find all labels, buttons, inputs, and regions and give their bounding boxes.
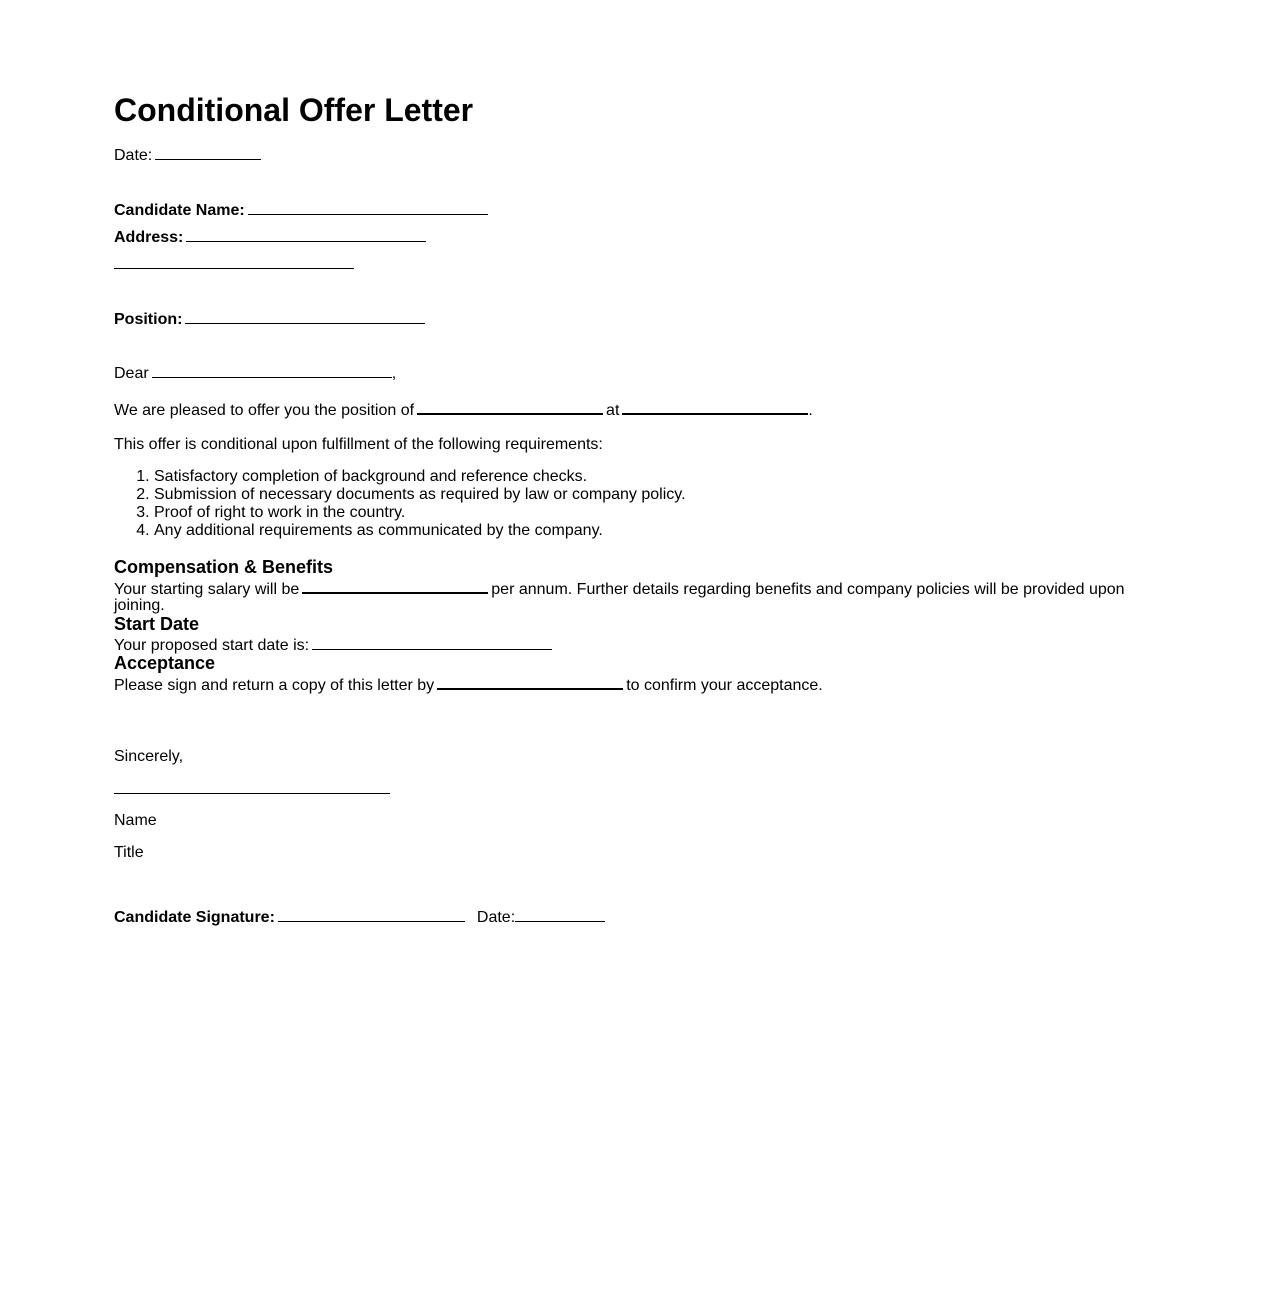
period: .	[808, 402, 813, 419]
requirements-list	[114, 468, 686, 540]
signature-line	[114, 779, 393, 799]
start-date-text: Your proposed start date is:	[114, 637, 310, 654]
date-blank[interactable]	[155, 145, 261, 160]
start-date-heading: Start Date	[114, 614, 200, 634]
list-item: 4. Any additional requirements as communicated by the company.	[154, 522, 686, 540]
acceptance-line	[114, 674, 823, 695]
salary-text-post: per annum. Further details regarding benefits and company policies will be provided upon	[491, 581, 1125, 598]
salutation	[114, 363, 396, 383]
page-title: Conditional Offer Letter	[114, 92, 474, 128]
date-line	[114, 145, 264, 165]
signer-name: Name	[114, 812, 157, 829]
position-blank[interactable]	[185, 309, 425, 324]
acceptance-date-blank[interactable]	[437, 674, 623, 690]
offer-at: at	[606, 402, 620, 419]
date-label: Date:	[114, 147, 153, 164]
candidate-signature-label: Candidate Signature:	[114, 909, 275, 926]
acceptance-text-post: to confirm your acceptance.	[626, 677, 823, 694]
offer-paragraph	[114, 399, 813, 420]
address-line	[114, 227, 429, 247]
address-blank-2[interactable]	[114, 254, 354, 269]
offer-text: We are pleased to offer you the position of	[114, 402, 415, 419]
salary-blank[interactable]	[302, 578, 488, 594]
start-date-blank[interactable]	[312, 635, 552, 650]
address-label: Address:	[114, 229, 184, 246]
offer-position-blank[interactable]	[417, 399, 603, 415]
candidate-name-label: Candidate Name:	[114, 202, 245, 219]
candidate-name-blank[interactable]	[248, 200, 488, 215]
address-line-2	[114, 254, 357, 274]
conditional-text: This offer is conditional upon fulfillment of the following requirements:	[114, 436, 603, 453]
dear-blank[interactable]	[152, 363, 392, 378]
list-item: 3. Proof of right to work in the country.	[154, 504, 686, 522]
candidate-name-line	[114, 200, 491, 220]
signer-title: Title	[114, 844, 144, 861]
compensation-heading: Compensation & Benefits	[114, 557, 334, 577]
salary-text: Your starting salary will be	[114, 581, 300, 598]
candidate-signature-line	[114, 907, 608, 927]
start-date-line	[114, 635, 555, 655]
address-blank[interactable]	[186, 227, 426, 242]
list-item: 1. Satisfactory completion of background and reference checks.	[154, 468, 686, 486]
signature-date-label: Date:	[476, 909, 516, 926]
candidate-signature-blank[interactable]	[278, 907, 465, 922]
offer-company-blank[interactable]	[622, 399, 808, 415]
acceptance-text: Please sign and return a copy of this letter by	[114, 677, 435, 694]
sincerely: Sincerely,	[114, 748, 184, 765]
signature-date-blank[interactable]	[515, 907, 605, 922]
signature-blank[interactable]	[114, 779, 390, 794]
position-line	[114, 309, 428, 329]
list-item: 2. Submission of necessary documents as required by law or company policy.	[154, 486, 686, 504]
position-label: Position:	[114, 311, 183, 328]
compensation-text	[114, 578, 1125, 599]
dear-text: Dear	[114, 365, 149, 382]
comma: ,	[391, 365, 397, 382]
compensation-text-2: joining.	[114, 597, 165, 614]
acceptance-heading: Acceptance	[114, 653, 216, 673]
